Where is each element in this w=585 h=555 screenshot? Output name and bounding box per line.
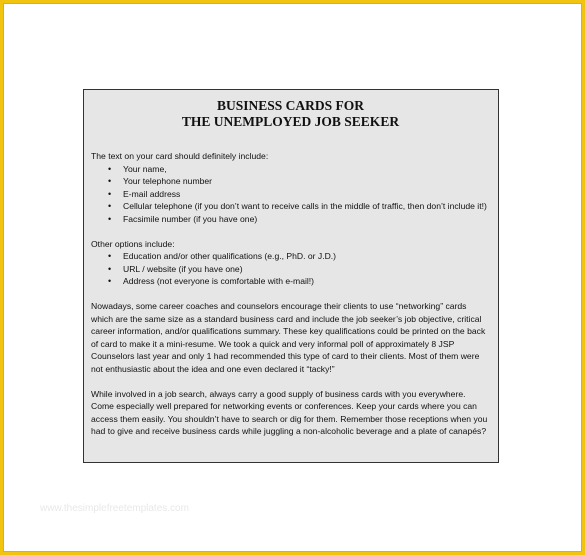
document-card [83,89,499,463]
title-line-1: BUSINESS CARDS FOR [216,98,365,113]
spacer [91,376,490,388]
spacer [91,226,490,238]
list-item: • URL / website (if you have one) [123,263,490,276]
section2-list [91,250,490,288]
list-item: • E-mail address [123,188,490,201]
paragraph-networking-cards: Nowadays, some career coaches and counselors encourage their clients to use “networking” cards which are the same size as a standard business card and include the job seeker’s job objective, critical career information, and/or qualifications summary. These key qualifications could be printed on the back of card to make it a mini-resume. We took a quick and very informal poll of approximately 8 JSP Counselors last year and only 1 had recommended this type of card to their clients. Most of them were not enthusiastic about the idea and one even declared it “tacky!” [91,300,486,374]
section2-intro: Other options include: [91,238,175,249]
title-line-2: THE UNEMPLOYED JOB SEEKER [181,114,400,129]
document-title [91,98,490,130]
list-item: • Education and/or other qualifications (e.g., PhD. or J.D.) [123,250,490,263]
section1-list [91,163,490,226]
list-item: • Your name, [123,163,490,176]
list-item: • Your telephone number [123,175,490,188]
section1-intro: The text on your card should definitely include: [91,151,269,161]
list-item: • Cellular telephone (if you don’t want to receive calls in the middle of traffic, then don’t include it!) [123,200,490,213]
watermark: www.thesimplefreetemplates.com [40,503,189,514]
paragraph-carry-cards: While involved in a job search, always carry a good supply of business cards with you everywhere. Come especially well prepared for networking events or conferences. Keep your cards where you can access them easily. You shouldn’t have to search or dig for them. Remember those receptions when you had to give and receive business cards while juggling a non-alcoholic beverage and a plate of canapés? [91,388,488,437]
list-item: • Address (not everyone is comfortable with e-mail!) [123,275,490,288]
spacer [91,288,490,300]
list-item: • Facsimile number (if you have one) [123,213,490,226]
